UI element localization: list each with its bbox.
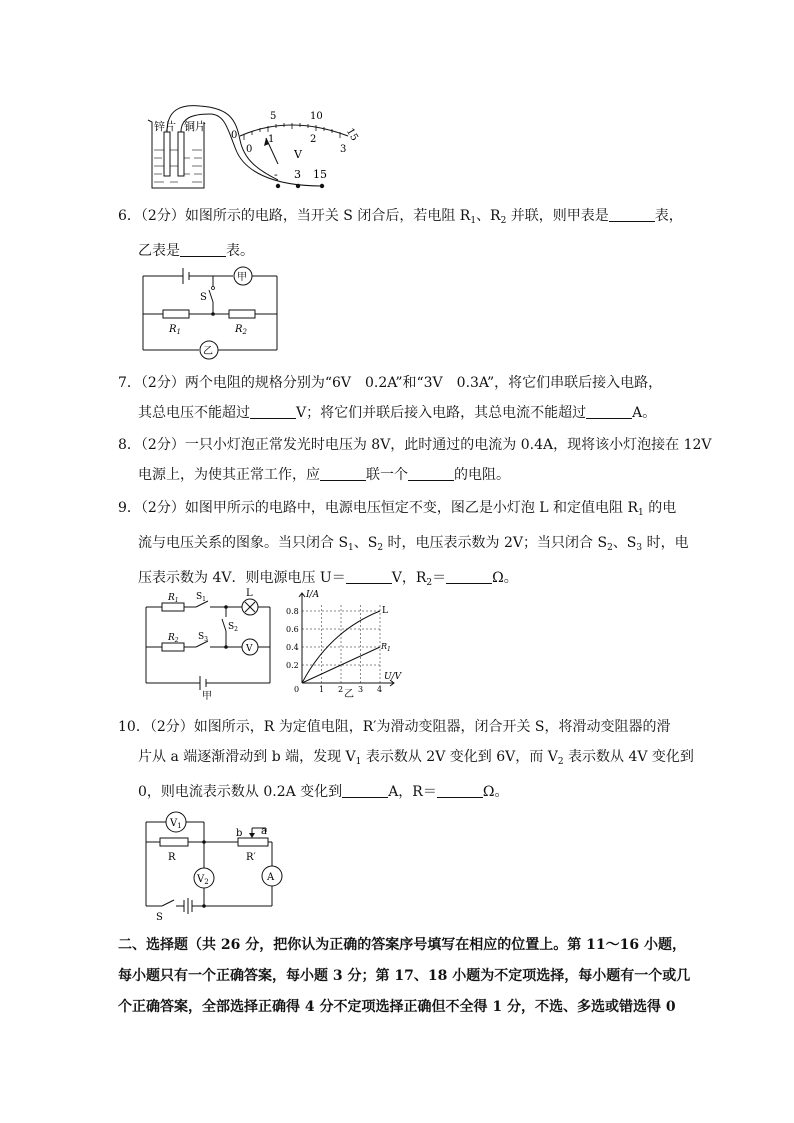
x-tick-0: 0 bbox=[294, 685, 300, 694]
question-text: A。 bbox=[632, 405, 657, 421]
question-number: 9． bbox=[118, 500, 141, 516]
question-text: ＝ bbox=[432, 570, 447, 586]
scale-bottom-3: 3 bbox=[340, 144, 347, 155]
question-text: 如图甲所示的电路中，电源电压恒定不变，图乙是小灯泡 L 和定值电阻 R bbox=[184, 500, 639, 516]
terminal-3: 3 bbox=[294, 168, 301, 181]
x-tick-1: 1 bbox=[319, 685, 325, 694]
question-number: 10． bbox=[118, 719, 150, 735]
question-6 bbox=[118, 201, 683, 266]
switch-label: S bbox=[200, 292, 207, 303]
scale-top-5: 5 bbox=[270, 111, 277, 122]
answer-blank[interactable] bbox=[180, 242, 226, 257]
question-text: 如图所示，R 为定值电阻，R′为滑动变阻器，闭合开关 S，将滑动变阻器的滑 bbox=[193, 719, 671, 735]
answer-blank[interactable] bbox=[609, 207, 655, 222]
question-score: （2分） bbox=[140, 437, 185, 453]
question-7-line-2 bbox=[118, 398, 678, 428]
figure-q10-circuit bbox=[138, 808, 288, 926]
subscript: 2 bbox=[557, 757, 564, 767]
lamp-label: L bbox=[246, 588, 253, 599]
x-tick-3: 3 bbox=[358, 685, 364, 694]
s3-label: $S_3$ bbox=[198, 632, 208, 643]
question-text: 、S bbox=[353, 535, 378, 551]
question-text: 如图所示的电路，当开关 S 闭合后，若电阻 R bbox=[184, 208, 471, 224]
scale-top-15: 15 bbox=[343, 126, 360, 144]
question-8 bbox=[118, 430, 712, 490]
question-10 bbox=[118, 712, 694, 807]
question-6-line-1 bbox=[118, 201, 683, 236]
scale-zero-top: 0 bbox=[231, 130, 238, 141]
question-8-line-2 bbox=[118, 460, 678, 490]
y-tick-0.6: 0.6 bbox=[286, 625, 299, 634]
answer-blank[interactable] bbox=[346, 569, 392, 584]
section-2-line-1: 二、选择题（共 26 分，把你认为正确的答案序号填写在相应的位置上。第 11～16 小题， bbox=[118, 937, 686, 953]
figure-q9-circuit-a bbox=[138, 587, 278, 702]
question-7-line-1 bbox=[118, 368, 678, 398]
subscript: 1 bbox=[355, 757, 362, 767]
r2-label: $R_2$ bbox=[168, 633, 179, 644]
question-text: 时，电 bbox=[642, 535, 689, 551]
question-text: 两个电阻的规格分别为“6V 0.2A”和“3V 0.3A”，将它们串联后接入电路， bbox=[184, 375, 663, 391]
unit-label: V bbox=[294, 148, 302, 161]
question-number: 6． bbox=[118, 208, 141, 224]
question-text: 、S bbox=[612, 535, 637, 551]
r2-label: $R_2$ bbox=[235, 324, 247, 336]
ammeter-label: A bbox=[267, 872, 275, 883]
question-text: 流与电压关系的图象。当只闭合 S bbox=[138, 535, 349, 551]
question-text: 的电阻。 bbox=[454, 467, 510, 483]
copper-label: 铜片 bbox=[184, 120, 206, 133]
r1-label: $R_1$ bbox=[168, 593, 179, 604]
meter-jia-label: 甲 bbox=[237, 272, 247, 283]
question-text: 电源上，为使其正常工作，应 bbox=[138, 467, 320, 483]
terminal-minus: - bbox=[274, 168, 278, 181]
question-9-line-1 bbox=[118, 493, 678, 528]
scale-bottom-0: 0 bbox=[246, 144, 253, 155]
answer-blank[interactable] bbox=[320, 466, 366, 481]
rp-label: R′ bbox=[246, 852, 256, 863]
subscript: 1 bbox=[638, 508, 644, 518]
figure-cell-voltmeter bbox=[140, 100, 370, 195]
question-text: 其总电压不能超过 bbox=[138, 405, 250, 421]
answer-blank[interactable] bbox=[437, 783, 483, 798]
r-label: R bbox=[168, 852, 176, 863]
zinc-label: 锌片 bbox=[154, 120, 176, 133]
question-text: 0，则电流表示数从 0.2A 变化到 bbox=[138, 784, 343, 800]
question-text: 压表示数为 4V．则电源电压 U＝ bbox=[138, 570, 346, 586]
question-score: （2分） bbox=[140, 375, 185, 391]
section-2-line-3: 个正确答案，全部选择正确得 4 分不定项选择正确但不全得 1 分，不选、多选或错选得 0 bbox=[118, 999, 676, 1015]
section-2-instructions bbox=[118, 930, 691, 1023]
b-label: b bbox=[236, 828, 243, 839]
question-text: A，R＝ bbox=[388, 784, 437, 800]
question-7 bbox=[118, 368, 678, 428]
answer-blank[interactable] bbox=[586, 404, 632, 419]
question-text: 并联，则甲表是 bbox=[506, 208, 609, 224]
question-text: 时，电压表示数为 2V；当只闭合 S bbox=[383, 535, 608, 551]
question-text: 联一个 bbox=[366, 467, 408, 483]
answer-blank[interactable] bbox=[408, 466, 454, 481]
question-text: 表。 bbox=[226, 243, 254, 259]
question-10-line-3 bbox=[118, 777, 678, 807]
x-tick-2: 2 bbox=[338, 685, 344, 694]
question-text: 表示数从 2V 变化到 6V，而 V bbox=[361, 749, 558, 765]
question-text: 、R bbox=[476, 208, 501, 224]
a-label: a bbox=[261, 826, 267, 837]
question-9 bbox=[118, 493, 689, 598]
s1-label: $S_1$ bbox=[196, 592, 206, 603]
question-text: Ω。 bbox=[482, 784, 509, 800]
subscript: 2 bbox=[607, 543, 613, 553]
curve-l-label: L bbox=[382, 606, 388, 616]
subscript: 1 bbox=[470, 216, 477, 226]
question-text: V；将它们并联后接入电路，其总电流不能超过 bbox=[296, 405, 587, 421]
s2-label: $S_2$ bbox=[228, 622, 238, 633]
question-text: V，R bbox=[391, 570, 427, 586]
question-score: （2分） bbox=[140, 208, 185, 224]
question-9-line-2 bbox=[118, 528, 689, 563]
question-score: （2分） bbox=[149, 719, 194, 735]
answer-blank[interactable] bbox=[446, 569, 492, 584]
question-number: 8． bbox=[118, 437, 141, 453]
y-tick-0.2: 0.2 bbox=[286, 661, 299, 670]
y-tick-0.8: 0.8 bbox=[286, 607, 299, 616]
question-10-line-2 bbox=[118, 742, 694, 777]
subscript: 1 bbox=[348, 543, 354, 553]
question-score: （2分） bbox=[140, 500, 185, 516]
question-8-line-1 bbox=[118, 430, 712, 460]
subscript: 2 bbox=[500, 216, 507, 226]
question-10-line-1 bbox=[118, 712, 678, 742]
question-text: 的电 bbox=[643, 500, 677, 516]
curve-r1-label: $R_1$ bbox=[381, 642, 391, 653]
answer-blank[interactable] bbox=[342, 783, 388, 798]
scale-top-10: 10 bbox=[310, 111, 323, 122]
subscript: 2 bbox=[426, 578, 433, 588]
x-axis-label: U/V bbox=[384, 672, 402, 682]
subscript: 3 bbox=[636, 543, 643, 553]
question-text: 表示数从 4V 变化到 bbox=[563, 749, 694, 765]
figure-q9-graph bbox=[286, 587, 410, 700]
voltmeter-label: V bbox=[246, 644, 253, 654]
question-text: Ω。 bbox=[492, 570, 518, 586]
v1-label: $V_1$ bbox=[170, 818, 182, 830]
caption-jia: 甲 bbox=[202, 691, 212, 702]
question-text: 片从 a 端逐渐滑动到 b 端，发现 V bbox=[138, 749, 356, 765]
meter-yi-label: 乙 bbox=[203, 346, 213, 357]
caption-yi: 乙 bbox=[344, 689, 354, 700]
r1-label: $R_1$ bbox=[169, 324, 181, 336]
scale-bottom-1: 1 bbox=[268, 134, 275, 145]
question-text: 乙表是 bbox=[138, 243, 180, 259]
v2-label: $V_2$ bbox=[197, 874, 209, 886]
question-text: 表， bbox=[654, 208, 683, 224]
figure-q6-circuit bbox=[135, 262, 285, 362]
y-tick-0.4: 0.4 bbox=[286, 643, 299, 652]
question-text: 一只小灯泡正常发光时电压为 8V，此时通过的电流为 0.4A，现将该小灯泡接在 12V bbox=[184, 437, 712, 453]
x-tick-4: 4 bbox=[377, 685, 383, 694]
subscript: 2 bbox=[377, 543, 384, 553]
answer-blank[interactable] bbox=[250, 404, 296, 419]
y-axis-label: I/A bbox=[306, 590, 320, 600]
section-2-line-2: 每小题只有一个正确答案，每小题 3 分；第 17、18 小题为不定项选择，每小题有一个或几 bbox=[118, 968, 691, 984]
scale-bottom-2: 2 bbox=[310, 134, 317, 145]
terminal-15: 15 bbox=[313, 168, 327, 181]
question-number: 7． bbox=[118, 375, 141, 391]
switch-label: S bbox=[156, 912, 163, 923]
